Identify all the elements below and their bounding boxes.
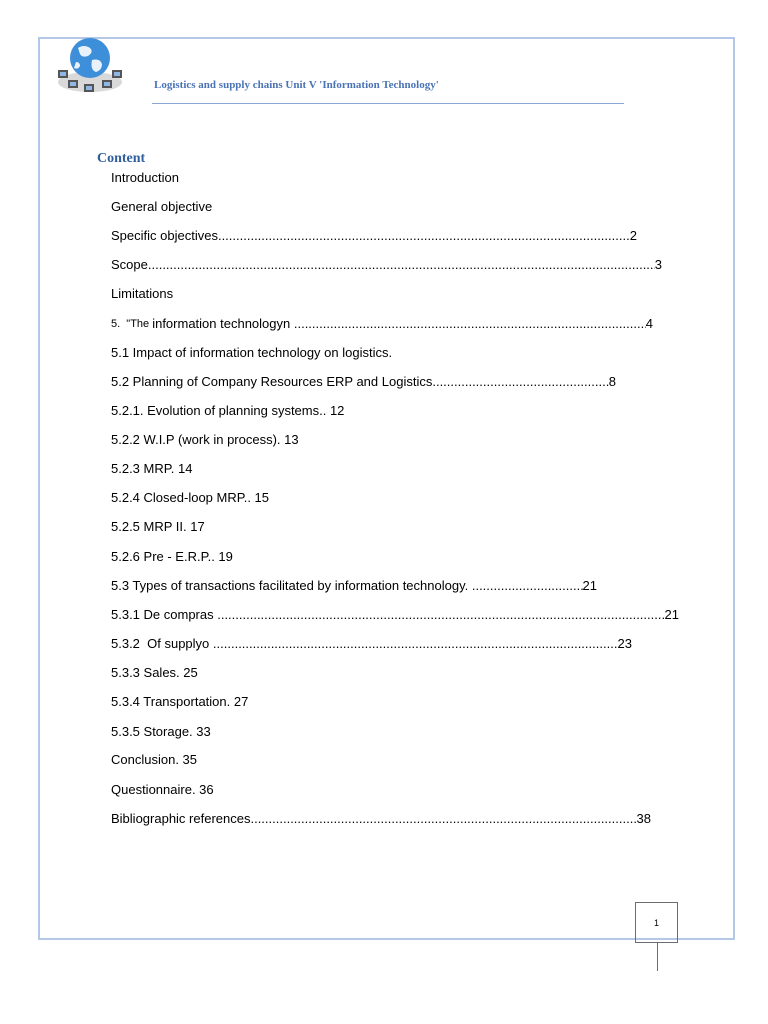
toc-item-label: Limitations — [111, 286, 174, 301]
toc-item-label: Introduction — [111, 170, 179, 185]
toc-item-page: 38 — [636, 811, 651, 826]
toc-item-page: 4 — [645, 316, 653, 331]
toc-item-label: 5.2.4 Closed-loop MRP.. 15 — [111, 490, 270, 505]
toc-item-limitations[interactable] — [111, 286, 173, 302]
page-number-box — [635, 902, 678, 943]
toc-item-label: 5.2 Planning of Company Resources ERP and Logistics — [111, 374, 433, 389]
globe-network-icon — [54, 34, 126, 96]
toc-item-label: 5.3 Types of transactions facilitated by information technology. — [111, 578, 472, 593]
toc-item-label: 5.3.1 De compras — [111, 607, 218, 622]
toc-leader-dots — [432, 374, 608, 390]
toc-item-page: 8 — [608, 374, 616, 389]
toc-item-information-technology[interactable] — [111, 316, 653, 332]
toc-item-5-3-3[interactable] — [111, 665, 198, 681]
toc-item-specific-objectives[interactable] — [111, 228, 637, 244]
page-number: 1 — [653, 917, 659, 928]
toc-item-questionnaire[interactable] — [111, 782, 214, 798]
toc-item-general-objective[interactable] — [111, 199, 212, 215]
toc-item-5-1[interactable] — [111, 345, 392, 361]
toc-item-label: Questionnaire. 36 — [111, 782, 214, 797]
toc-item-label: 5.3.2 Of supplyo — [111, 636, 213, 651]
toc-item-introduction[interactable] — [111, 170, 179, 186]
toc-leader-dots — [218, 228, 630, 244]
toc-item-page: 23 — [617, 636, 632, 651]
toc-item-scope[interactable] — [111, 257, 662, 273]
toc-item-5-2-5[interactable] — [111, 519, 205, 535]
toc-item-label: Scope — [111, 257, 148, 272]
toc-item-5-2-6[interactable] — [111, 549, 233, 565]
toc-item-bibliographic-references[interactable] — [111, 811, 651, 827]
toc-leader-dots — [472, 578, 583, 594]
toc-item-label: 5.2.2 W.I.P (work in process). 13 — [111, 432, 299, 447]
toc-item-label: 5.2.1. Evolution of planning systems.. 12 — [111, 403, 345, 418]
toc-item-5-3[interactable] — [111, 578, 597, 594]
toc-item-label: 5.3.5 Storage. 33 — [111, 724, 211, 739]
toc-item-prefix: 5. "The — [111, 318, 153, 330]
toc-item-label: Bibliographic references — [111, 811, 251, 826]
toc-item-5-3-5[interactable] — [111, 724, 211, 740]
toc-item-label: Conclusion. 35 — [111, 752, 197, 767]
toc-leader-dots — [213, 636, 618, 652]
content-heading: Content — [97, 151, 146, 166]
toc-leader-dots — [148, 257, 655, 273]
toc-item-label: 5.2.5 MRP II. 17 — [111, 519, 205, 534]
toc-item-5-2-4[interactable] — [111, 490, 269, 506]
page-number-connector — [657, 943, 658, 971]
toc-item-label: 5.3.4 Transportation. 27 — [111, 694, 249, 709]
toc-item-5-2[interactable] — [111, 374, 616, 390]
toc-item-label: 5.2.6 Pre - E.R.P.. 19 — [111, 549, 233, 564]
toc-item-5-2-1[interactable] — [111, 403, 344, 419]
toc-item-page: 21 — [664, 607, 679, 622]
toc-item-5-3-4[interactable] — [111, 694, 248, 710]
toc-item-conclusion[interactable] — [111, 752, 197, 768]
toc-item-5-3-1[interactable] — [111, 607, 679, 623]
toc-leader-dots — [294, 316, 646, 332]
toc-item-label: 5.2.3 MRP. 14 — [111, 461, 193, 476]
header-title: Logistics and supply chains Unit V 'Information Technology' — [154, 79, 439, 91]
toc-item-5-2-2[interactable] — [111, 432, 299, 448]
toc-item-label: 5.1 Impact of information technology on logistics. — [111, 345, 393, 360]
header-rule — [152, 103, 624, 104]
toc-item-5-3-2[interactable] — [111, 636, 632, 652]
toc-leader-dots — [217, 607, 664, 623]
toc-item-label: information technologyn — [152, 316, 294, 331]
toc-item-label: Specific objectives — [111, 228, 218, 243]
toc-item-page: 2 — [629, 228, 637, 243]
toc-item-5-2-3[interactable] — [111, 461, 192, 477]
toc-item-page: 21 — [582, 578, 597, 593]
toc-item-page: 3 — [654, 257, 662, 272]
toc-leader-dots — [250, 811, 636, 827]
toc-item-label: 5.3.3 Sales. 25 — [111, 665, 198, 680]
toc-item-label: General objective — [111, 199, 213, 214]
